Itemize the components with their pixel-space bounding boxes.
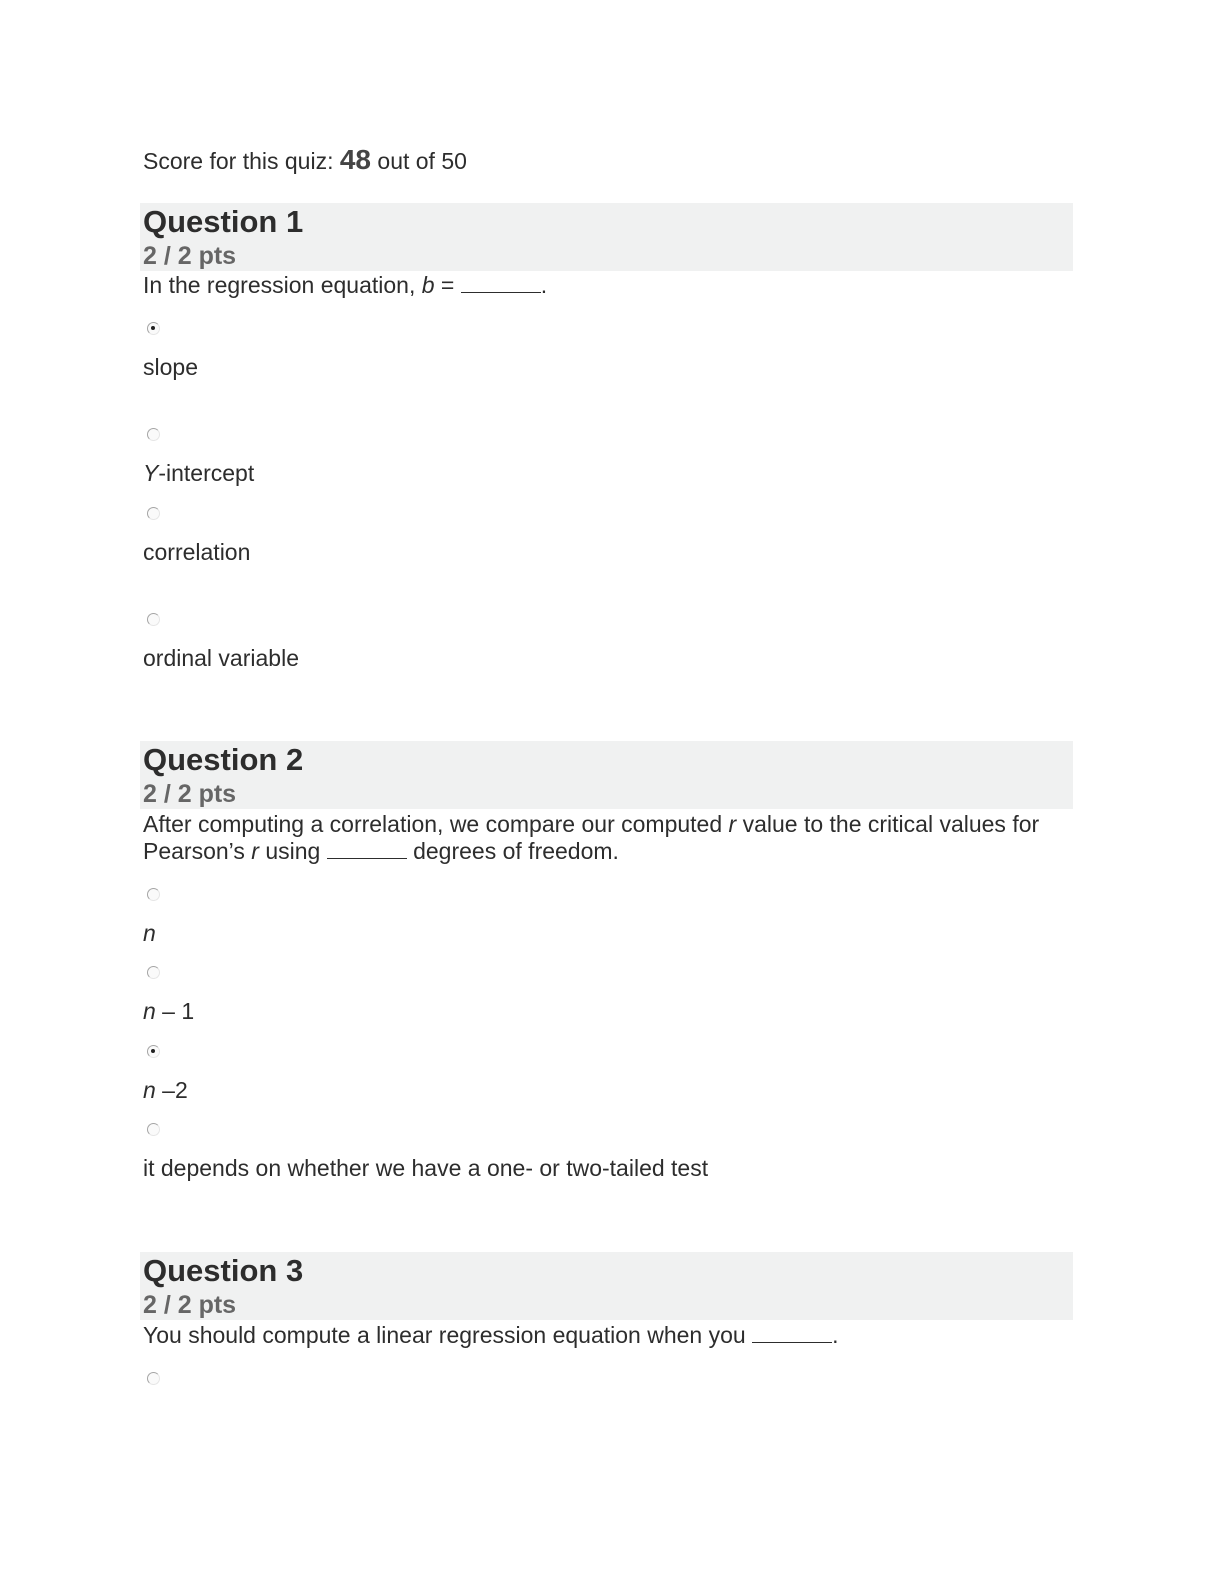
answer-label-text: -intercept bbox=[158, 460, 255, 486]
answer-radio-option-1[interactable] bbox=[147, 1372, 160, 1385]
question-text-variable: r bbox=[251, 838, 259, 864]
question-text-part: . bbox=[832, 1322, 839, 1348]
answer-label: ordinal variable bbox=[143, 645, 299, 671]
answer-label: correlation bbox=[143, 539, 251, 565]
answer-label-text: –2 bbox=[155, 1077, 188, 1103]
answer-radio-slope[interactable] bbox=[147, 322, 160, 335]
question-title: Question 3 bbox=[143, 1253, 304, 1288]
question-text-part: = bbox=[434, 272, 455, 298]
question-points: 2 / 2 pts bbox=[143, 242, 237, 270]
question-text-part: Pearson’s bbox=[143, 838, 245, 864]
answer-radio-correlation[interactable] bbox=[147, 507, 160, 520]
score-suffix: out of 50 bbox=[377, 148, 467, 174]
answer-radio-depends[interactable] bbox=[147, 1123, 160, 1136]
answer-radio-n-minus-1[interactable] bbox=[147, 966, 160, 979]
answer-label: it depends on whether we have a one- or two-tailed test bbox=[143, 1155, 709, 1181]
question-points: 2 / 2 pts bbox=[143, 780, 237, 808]
quiz-score bbox=[143, 144, 467, 176]
question-title: Question 2 bbox=[143, 742, 304, 777]
question-text-variable: r bbox=[728, 811, 737, 837]
fill-in-blank bbox=[752, 1324, 832, 1343]
question-title: Question 1 bbox=[143, 204, 304, 239]
answer-radio-ordinal-variable[interactable] bbox=[147, 613, 160, 626]
answer-radio-n-minus-2[interactable] bbox=[147, 1045, 160, 1058]
question-1-text bbox=[143, 272, 1073, 299]
question-text-part: In the regression equation, bbox=[143, 272, 416, 298]
answer-variable: n bbox=[143, 1077, 156, 1103]
question-text-part: degrees of freedom. bbox=[413, 838, 619, 864]
question-3-header bbox=[140, 1252, 1073, 1320]
answer-variable: n bbox=[143, 998, 156, 1024]
score-value: 48 bbox=[339, 144, 372, 175]
answer-label bbox=[143, 460, 254, 487]
fill-in-blank bbox=[327, 840, 407, 859]
answer-label bbox=[143, 920, 156, 947]
question-text-part: value to the critical values for bbox=[742, 811, 1040, 837]
answer-label bbox=[143, 1077, 188, 1104]
answer-radio-y-intercept[interactable] bbox=[147, 428, 160, 441]
question-text-part: You should compute a linear regression equation when you bbox=[143, 1322, 746, 1348]
answer-radio-n[interactable] bbox=[147, 888, 160, 901]
answer-variable: Y bbox=[143, 460, 159, 486]
answer-variable: n bbox=[143, 920, 156, 946]
answer-label-text: – 1 bbox=[155, 998, 195, 1024]
answer-label: slope bbox=[143, 354, 198, 380]
answer-label bbox=[143, 998, 194, 1025]
question-text-line bbox=[143, 838, 1073, 865]
question-2-header bbox=[140, 741, 1073, 809]
question-text-part: using bbox=[265, 838, 321, 864]
question-3-text bbox=[143, 1322, 1073, 1349]
question-points: 2 / 2 pts bbox=[143, 1291, 237, 1319]
score-prefix: Score for this quiz: bbox=[143, 148, 334, 174]
question-text-part: . bbox=[540, 272, 548, 298]
question-text-part: After computing a correlation, we compare our computed bbox=[143, 811, 723, 837]
question-text-variable: b bbox=[421, 272, 435, 298]
fill-in-blank bbox=[461, 274, 541, 293]
question-1-header bbox=[140, 203, 1073, 271]
question-text-line bbox=[143, 811, 1073, 838]
question-2-text bbox=[143, 811, 1073, 865]
